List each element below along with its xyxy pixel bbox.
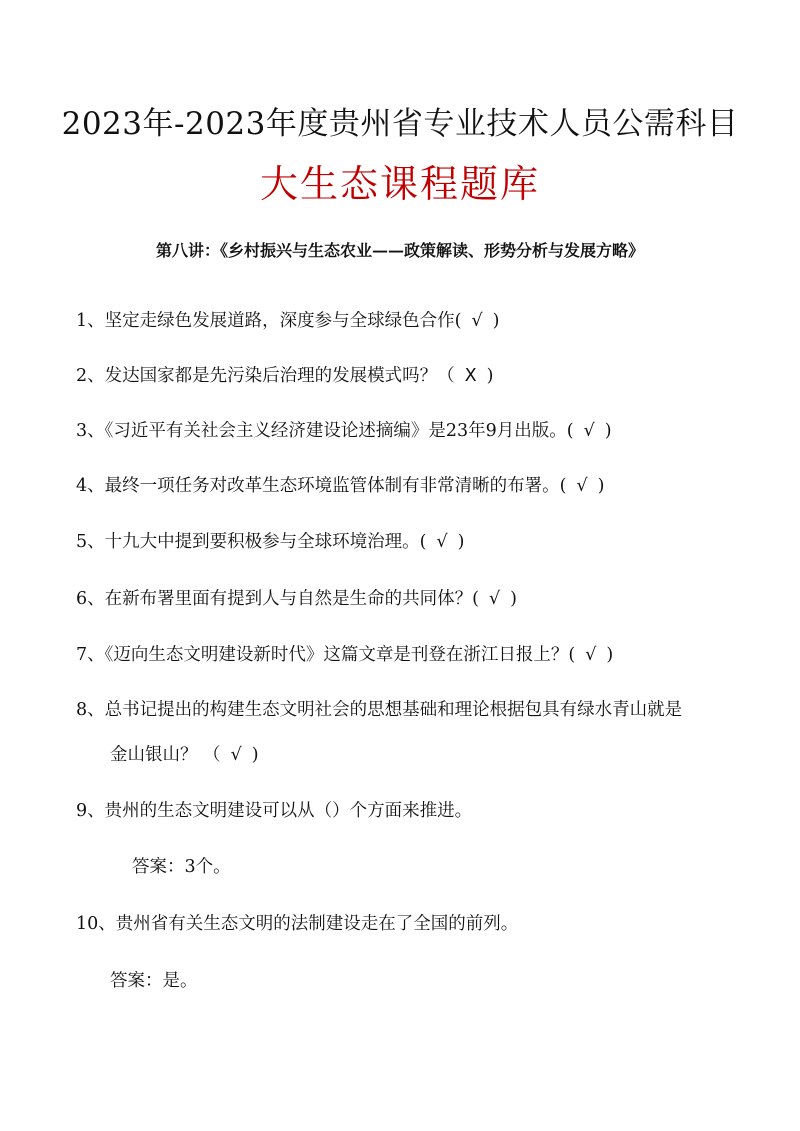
- question-2: [76, 362, 493, 387]
- question-close: ): [604, 421, 612, 441]
- question-text: 2、发达国家都是先污染后治理的发展模式吗？（: [76, 366, 455, 386]
- answer-mark: √: [471, 311, 483, 331]
- answer-mark: X: [464, 366, 477, 386]
- question-text: 4、最终一项任务对改革生态环境监管体制有非常清晰的布署。(: [76, 476, 567, 496]
- answer-mark: √: [583, 421, 595, 441]
- lecture-heading: 第八讲：《乡村振兴与生态农业——政策解读、形势分析与发展方略》: [155, 241, 644, 260]
- document-title: 2023年-2023年度贵州省专业技术人员公需科目: [61, 106, 739, 142]
- answer-9: 答案：3个。: [132, 857, 231, 877]
- question-text: 7、《迈向生态文明建设新时代》这篇文章是刊登在浙江日报上？(: [76, 645, 576, 665]
- answer-mark: √: [230, 745, 242, 765]
- question-9: 9、贵州的生态文明建设可以从（）个方面来推进。: [76, 801, 473, 821]
- question-5: [76, 528, 464, 553]
- question-text: 1、坚定走绿色发展道路，深度参与全球绿色合作(: [76, 311, 462, 331]
- question-7: [76, 641, 613, 666]
- question-text: 6、在新布署里面有提到人与自然是生命的共同体？(: [76, 589, 479, 609]
- question-close: ): [486, 366, 494, 386]
- question-text: 5、十九大中提到要积极参与全球环境治理。(: [76, 532, 427, 552]
- answer-mark: √: [585, 645, 597, 665]
- question-8-continued: [110, 741, 259, 766]
- question-3: [76, 417, 612, 442]
- answer-mark: √: [488, 589, 501, 609]
- question-close: ): [457, 532, 465, 552]
- question-1: [76, 307, 499, 332]
- question-close: ): [606, 645, 614, 665]
- answer-mark: √: [576, 476, 588, 496]
- question-8: 8、总书记提出的构建生态文明社会的思想基础和理论根据包具有绿水青山就是: [76, 700, 683, 720]
- question-4: [76, 472, 604, 497]
- question-close: ): [492, 311, 500, 331]
- document-subtitle: 大生态课程题库: [259, 162, 540, 206]
- question-close: ): [251, 745, 259, 765]
- question-text: 3、《习近平有关社会主义经济建设论述摘编》是23年9月出版。(: [76, 421, 574, 441]
- question-10: 10、贵州省有关生态文明的法制建设走在了全国的前列。: [76, 914, 519, 934]
- question-6: [76, 585, 517, 610]
- question-close: ): [597, 476, 605, 496]
- question-text: 金山银山？ （: [110, 745, 221, 765]
- answer-10: 答案：是。: [110, 971, 198, 991]
- question-close: ): [510, 589, 517, 609]
- answer-mark: √: [436, 532, 448, 552]
